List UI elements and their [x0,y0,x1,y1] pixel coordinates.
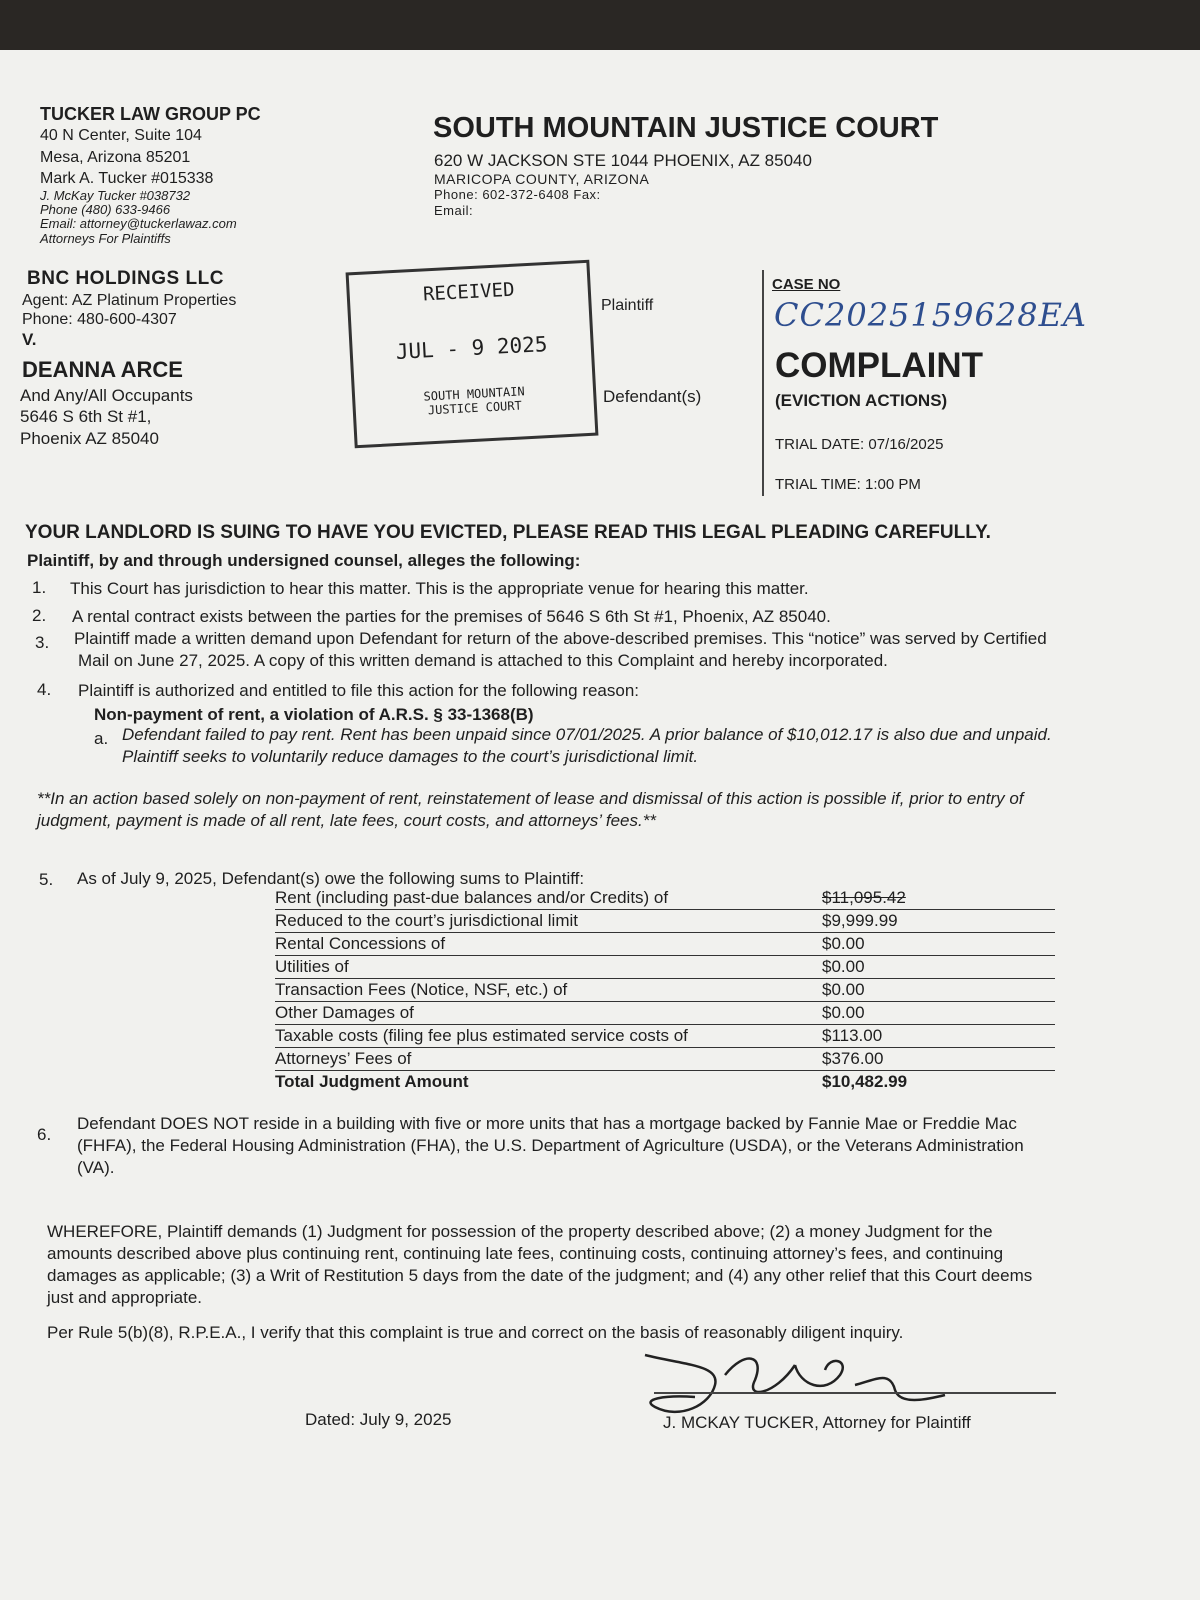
allegation-6-line1: Defendant DOES NOT reside in a building with five or more units that has a mortgage backed by Fannie Mae or Freddie Mac [77,1114,1017,1133]
signature-line [654,1392,1056,1394]
law-firm-block [40,103,261,247]
sum-row [275,1001,1055,1025]
trial-date: TRIAL DATE: 07/16/2025 [775,436,944,453]
court-name: SOUTH MOUNTAIN JUSTICE COURT [433,112,939,144]
sum-label: Other Damages of [275,1003,414,1022]
sum-amount: $113.00 [822,1026,883,1045]
case-no-label: CASE NO [772,276,841,293]
sum-row [275,955,1055,979]
sum-amount: $0.00 [822,980,865,999]
plaintiff-agent: Agent: AZ Platinum Properties [22,292,237,309]
item-number: 4. [37,680,52,699]
sum-row [275,978,1055,1002]
document-title: COMPLAINT [775,346,984,385]
sum-amount: $0.00 [822,1003,865,1022]
firm-role: Attorneys For Plaintiffs [40,231,171,246]
sum-label: Rent (including past-due balances and/or Credits) of [275,888,669,907]
defendant-address1: 5646 S 6th St #1, [20,407,152,426]
allegation-2: A rental contract exists between the parties for the premises of 5646 S 6th St #1, Phoenix, AZ 85040. [72,607,831,626]
allegations-intro: Plaintiff, by and through undersigned counsel, alleges the following: [27,551,581,570]
plaintiff-role-label: Plaintiff [601,297,654,314]
plaintiff-name: BNC HOLDINGS LLC [27,268,224,289]
sum-label: Rental Concessions of [275,934,446,953]
court-county: MARICOPA COUNTY, ARIZONA [434,171,650,187]
sum-label: Attorneys’ Fees of [275,1049,412,1068]
allegation-6-line3: (VA). [77,1158,115,1177]
stamp-received: RECEIVED [422,278,516,306]
wherefore-line4: just and appropriate. [47,1288,202,1307]
sum-amount: $0.00 [822,934,865,953]
court-address: 620 W JACKSON STE 1044 PHOENIX, AZ 85040 [434,151,812,170]
background-strip [0,0,1200,52]
firm-name: TUCKER LAW GROUP PC [40,104,261,124]
caption-divider [762,270,764,496]
trial-time: TRIAL TIME: 1:00 PM [775,476,921,493]
sum-label: Transaction Fees (Notice, NSF, etc.) of [275,980,568,999]
sum-label: Utilities of [275,957,349,976]
stamp-date: JUL - 9 2025 [395,332,549,364]
total-label: Total Judgment Amount [275,1072,469,1091]
sum-row [275,886,1055,910]
item-number: 3. [35,633,50,652]
court-email: Email: [434,203,474,218]
document-subtitle: (EVICTION ACTIONS) [775,391,948,410]
item-number: 6. [37,1125,52,1144]
reason-a-label: a. [94,729,109,748]
sum-label: Taxable costs (filing fee plus estimated service costs of [275,1026,688,1045]
allegation-1: This Court has jurisdiction to hear this matter. This is the appropriate venue for hearing this matter. [70,579,809,598]
reinstatement-note-line1: **In an action based solely on non-payment of rent, reinstatement of lease and dismissal of this action is possible if, prior to entry of [37,789,1024,808]
case-number: CC2025159628EA [774,296,1088,334]
signatory: J. MCKAY TUCKER, Attorney for Plaintiff [663,1413,971,1432]
stamp-court1: SOUTH MOUNTAIN [423,384,525,404]
dated: Dated: July 9, 2025 [305,1410,452,1429]
allegation-6-line2: (FHFA), the Federal Housing Administration (FHA), the U.S. Department of Agriculture (USDA), or the Veterans Administration [77,1136,1024,1155]
defendant-role-label: Defendant(s) [603,387,702,406]
received-stamp [346,260,599,449]
sum-label: Reduced to the court’s jurisdictional limit [275,911,578,930]
wherefore-line2: amounts described above plus continuing rent, continuing late fees, continuing costs, continuing attorney’s fees, and continuing [47,1244,1004,1263]
wherefore-line1: WHEREFORE, Plaintiff demands (1) Judgment for possession of the property described above; (2) a money Judgment for the [47,1222,993,1241]
attorney-1: Mark A. Tucker #015338 [40,170,214,187]
defendant-occupants: And Any/All Occupants [20,386,193,405]
firm-address-line1: 40 N Center, Suite 104 [40,127,202,144]
sum-row [275,1047,1055,1071]
item-number: 2. [32,606,47,625]
allegation-3-line2: Mail on June 27, 2025. A copy of this written demand is attached to this Complaint and hereby incorporated. [78,651,888,670]
firm-phone: Phone (480) 633-9466 [40,202,171,217]
defendant-name: DEANNA ARCE [22,357,183,382]
total-amount: $10,482.99 [822,1072,908,1091]
versus: V. [22,330,37,349]
item-number: 5. [39,870,54,889]
sum-amount: $9,999.99 [822,911,898,930]
reason-a-line1: Defendant failed to pay rent. Rent has been unpaid since 07/01/2025. A prior balance of $10,012.17 is also due and unpaid. [122,725,1052,744]
item-number: 1. [32,578,47,597]
sums-intro: As of July 9, 2025, Defendant(s) owe the following sums to Plaintiff: [77,869,585,888]
firm-email: Email: attorney@tuckerlawaz.com [40,216,237,231]
reason-a-line2: Plaintiff seeks to voluntarily reduce damages to the court’s jurisdictional limit. [122,747,699,766]
plaintiff-phone: Phone: 480-600-4307 [22,311,177,328]
reinstatement-note-line2: judgment, payment is made of all rent, late fees, court costs, and attorneys’ fees.** [37,811,656,830]
warning-heading: YOUR LANDLORD IS SUING TO HAVE YOU EVICTED, PLEASE READ THIS LEGAL PLEADING CAREFULLY. [25,522,991,543]
sum-amount: $0.00 [822,957,865,976]
verification: Per Rule 5(b)(8), R.P.E.A., I verify that this complaint is true and correct on the basis of reasonably diligent inquiry. [47,1323,904,1342]
allegation-3-line1: Plaintiff made a written demand upon Defendant for return of the above-described premises. This “notice” was served by Certified [74,629,1047,648]
attorney-2: J. McKay Tucker #038732 [40,188,191,203]
defendant-address2: Phoenix AZ 85040 [20,429,159,448]
stamp-court2: JUSTICE COURT [427,398,523,418]
wherefore-line3: damages as applicable; (3) a Writ of Restitution 5 days from the date of the judgment; and (4) any other relief that this Court deems [47,1266,1033,1285]
sum-row [275,1024,1055,1048]
sum-row [275,909,1055,933]
sum-amount: $376.00 [822,1049,884,1068]
firm-address-line2: Mesa, Arizona 85201 [40,149,191,166]
total-row [275,1070,1055,1093]
sum-row [275,932,1055,956]
court-phone: Phone: 602-372-6408 Fax: [434,187,601,202]
sum-amount: $11,095.42 [822,888,906,907]
reason-heading: Non-payment of rent, a violation of A.R.S. § 33-1368(B) [94,705,534,724]
allegation-4: Plaintiff is authorized and entitled to file this action for the following reason: [78,681,640,700]
